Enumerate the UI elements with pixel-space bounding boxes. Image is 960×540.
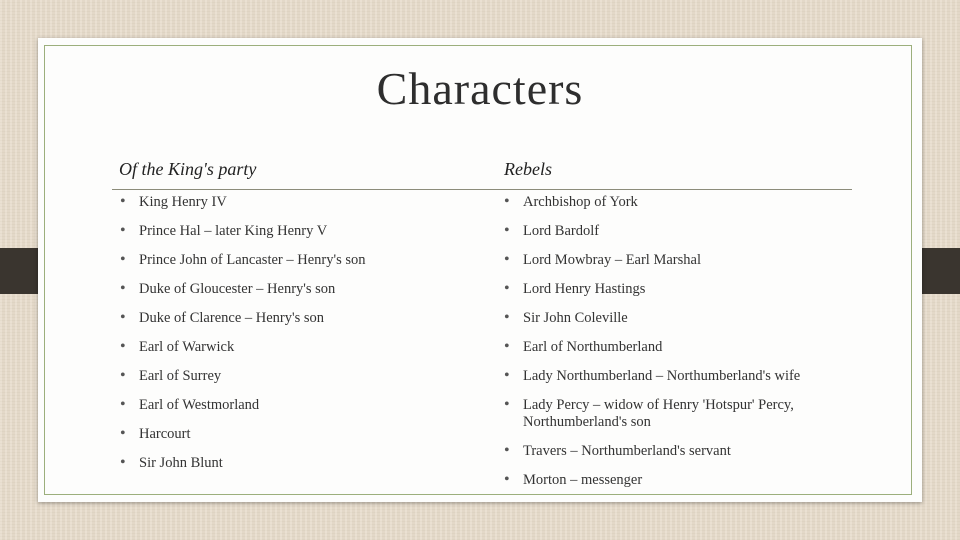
list-item: • King Henry IV (117, 194, 477, 211)
list-item: • Prince Hal – later King Henry V (117, 223, 477, 240)
kings-party-heading: Of the King's party (119, 159, 257, 179)
list-item: • Archbishop of York (501, 194, 831, 211)
list-item: • Lord Henry Hastings (501, 281, 831, 298)
heading-divider (112, 189, 852, 190)
slide-title: Characters (376, 63, 584, 114)
rebels-heading: Rebels (504, 159, 552, 179)
list-item: • Morton – messenger (501, 472, 831, 489)
list-item: • Lady Northumberland – Northumberland's wife (501, 368, 831, 385)
list-item: • Earl of Northumberland (501, 339, 831, 356)
list-item: • Duke of Gloucester – Henry's son (117, 281, 477, 298)
list-item: • Sir John Blunt (117, 455, 477, 472)
slide-card (38, 38, 922, 502)
list-item: • Prince John of Lancaster – Henry's son (117, 252, 477, 269)
list-item: • Lord Bardolf (501, 223, 831, 240)
list-item: • Sir John Coleville (501, 310, 831, 327)
list-item: • Harcourt (117, 426, 477, 443)
list-item: • Earl of Warwick (117, 339, 477, 356)
list-item: • Lady Percy – widow of Henry 'Hotspur' Percy, Northumberland's son (501, 397, 831, 431)
rebels-list (501, 194, 831, 501)
list-item: • Earl of Westmorland (117, 397, 477, 414)
list-item: • Lord Mowbray – Earl Marshal (501, 252, 831, 269)
list-item: • Duke of Clarence – Henry's son (117, 310, 477, 327)
list-item: • Earl of Surrey (117, 368, 477, 385)
left-edge-tab (0, 248, 38, 294)
list-item: • Travers – Northumberland's servant (501, 443, 831, 460)
kings-party-list (117, 194, 477, 484)
